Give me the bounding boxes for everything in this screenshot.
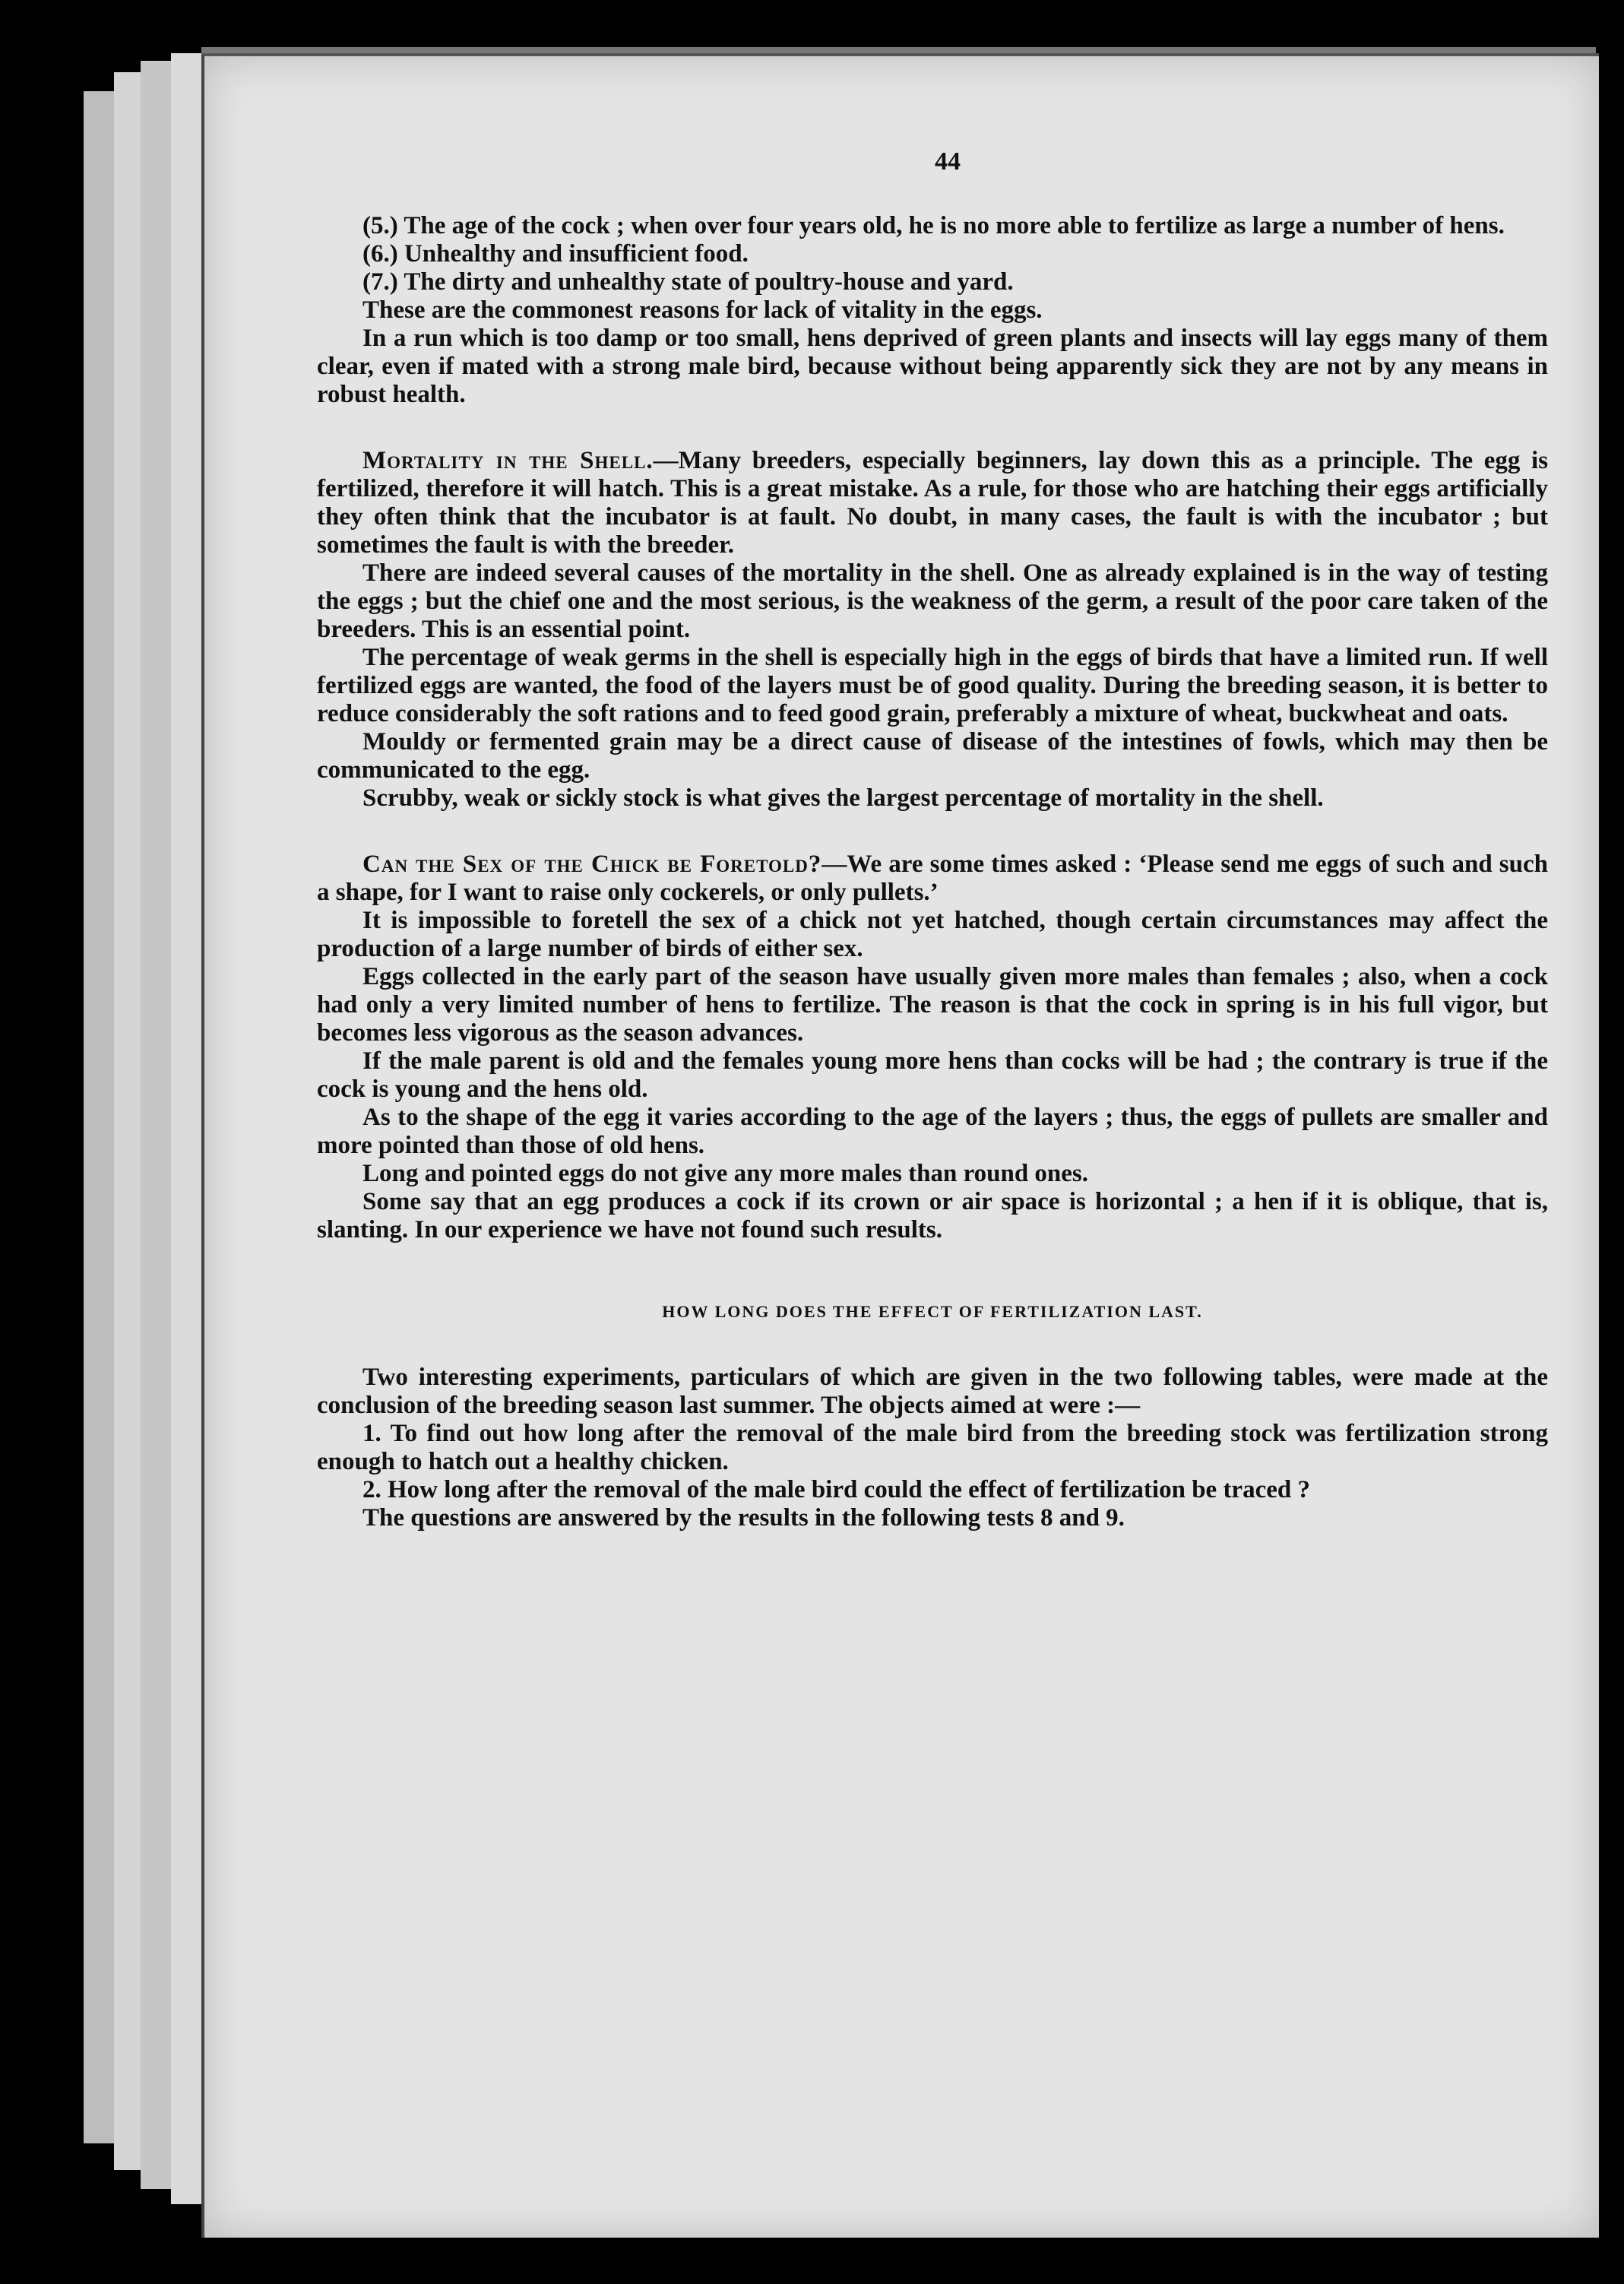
section-sex-intro	[317, 851, 1548, 907]
paragraph: (6.) Unhealthy and insufficient food.	[362, 240, 749, 268]
paragraph: As to the shape of the egg it varies according to the age of the layers ; thus, the eggs of pullets are smaller and more pointed than those of old hens.	[317, 1104, 1548, 1159]
section-title-sex: Can the Sex of the Chick be Foretold?	[362, 851, 822, 878]
paragraph: In a run which is too damp or too small, hens deprived of green plants and insects will lay eggs many of them clear, even if mated with a strong male bird, because without being apparently sick they are not by any means in robust health.	[317, 325, 1548, 408]
paragraph: If the male parent is old and the females young more hens than cocks will be had ; the contrary is true if the cock is young and the hens old.	[317, 1047, 1548, 1103]
paragraph: The percentage of weak germs in the shell is especially high in the eggs of birds that have a limited run. If well fertilized eggs are wanted, the food of the layers must be of good quality. During the breeding season, it is better to reduce considerably the soft rations and to feed good grain, preferably a mixture of wheat, buckwheat and oats.	[317, 644, 1548, 727]
paragraph: Scrubby, weak or sickly stock is what gives the largest percentage of mortality in the shell.	[362, 784, 1324, 812]
page-number: 44	[935, 147, 961, 176]
page-body	[317, 147, 1548, 1532]
paragraph: (7.) The dirty and unhealthy state of poultry-house and yard.	[362, 268, 1014, 296]
paragraph: There are indeed several causes of the mortality in the shell. One as already explained is in the way of testing the eggs ; but the chief one and the most serious, is the weakness of the germ, a result of the poor care taken of the breeders. This is an essential point.	[317, 559, 1548, 643]
paragraph: It is impossible to foretell the sex of a chick not yet hatched, though certain circumstances may affect the production of a large number of birds of either sex.	[317, 907, 1548, 962]
paragraph-text: —Many breeders, especially beginners, lay down this as a principle. The egg is fertilized, therefore it will hatch. This is a great mistake. As a rule, for those who are hatching their eggs artificially they often think that the incubator is at fault. No doubt, in many cases, the fault is with the incubator ; but sometimes the fault is with the breeder.	[317, 447, 1548, 559]
paragraph: Some say that an egg produces a cock if its crown or air space is horizontal ; a hen if it is oblique, that is, slanting. In our experience we have not found such results.	[317, 1188, 1548, 1243]
paragraph: 1. To find out how long after the removal of the male bird from the breeding stock was fertilization strong enough to hatch out a healthy chicken.	[317, 1420, 1548, 1475]
paragraph: 2. How long after the removal of the male bird could the effect of fertilization be traced ?	[362, 1476, 1310, 1503]
paragraph: These are the commonest reasons for lack of vitality in the eggs.	[362, 296, 1043, 324]
paragraph: Two interesting experiments, particulars of which are given in the two following tables, were made at the conclusion of the breeding season last summer. The objects aimed at were :—	[317, 1364, 1548, 1419]
paragraph-text: —We are some times asked : ‘Please send me eggs of such and such a shape, for I want to raise only cockerels, or only pullets.’	[317, 851, 1549, 906]
document-page	[201, 53, 1599, 2238]
paragraph: (5.) The age of the cock ; when over four years old, he is no more able to fertilize as large a number of hens.	[362, 212, 1505, 239]
section-mortality-intro	[317, 447, 1548, 559]
section-heading-fertilization: HOW LONG DOES THE EFFECT OF FERTILIZATION LAST.	[662, 1302, 1203, 1321]
paragraph: Mouldy or fermented grain may be a direct cause of disease of the intestines of fowls, which may then be communicated to the egg.	[317, 728, 1548, 784]
paragraph: Long and pointed eggs do not give any more males than round ones.	[362, 1160, 1089, 1187]
paragraph: The questions are answered by the results in the following tests 8 and 9.	[362, 1504, 1125, 1532]
paragraph: Eggs collected in the early part of the season have usually given more males than females ; also, when a cock had only a very limited number of hens to fertilize. The reason is that the cock in spring is in his full vigor, but becomes less vigorous as the season advances.	[317, 963, 1548, 1047]
section-title-mortality: Mortality in the Shell.	[362, 447, 654, 474]
